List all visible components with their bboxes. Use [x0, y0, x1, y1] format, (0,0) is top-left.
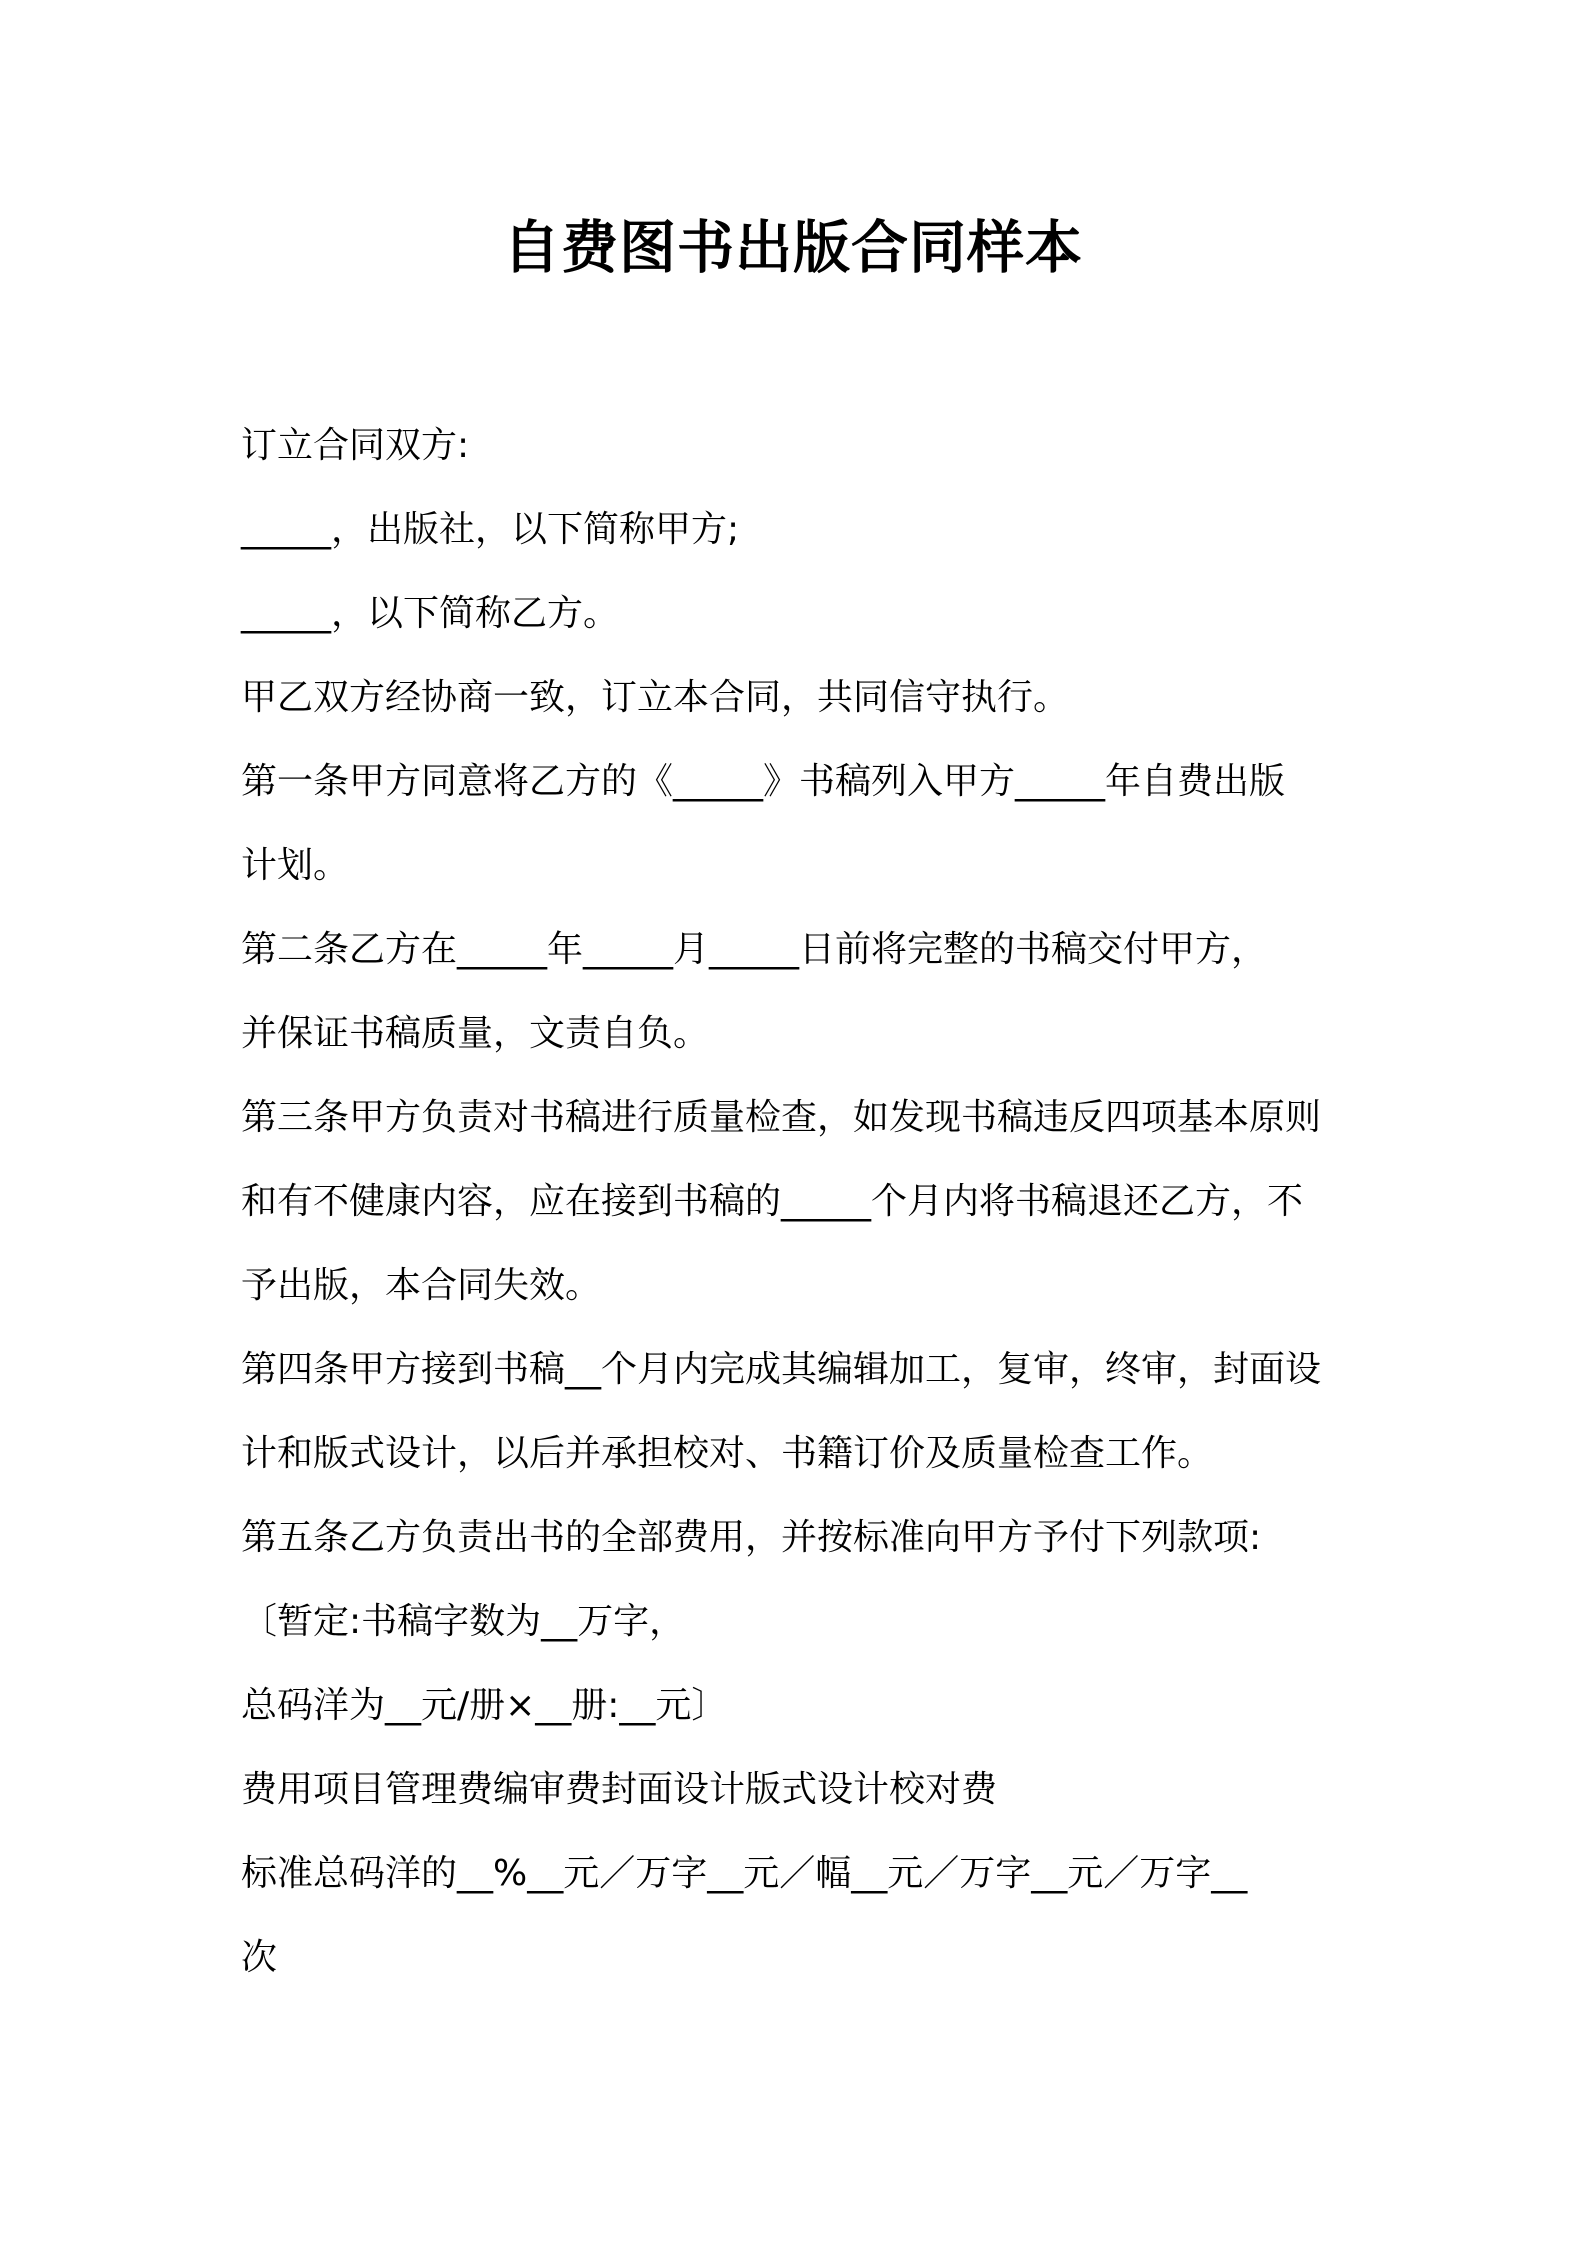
- article-3-line-1: 第三条甲方负责对书稿进行质量检查，如发现书稿违反四项基本原则: [241, 1097, 1322, 1138]
- fee-items-line: 费用项目管理费编审费封面设计版式设计校对费: [241, 1769, 998, 1810]
- article-4-line-2: 计和版式设计，以后并承担校对、书籍订价及质量检查工作。: [241, 1433, 1214, 1474]
- agreement-intro: 甲乙双方经协商一致，订立本合同，共同信守执行。: [241, 677, 1070, 718]
- document-body: [241, 404, 1361, 2000]
- party-a-line: _____，出版社，以下简称甲方;: [241, 509, 740, 550]
- document-title: 自费图书出版合同样本: [503, 215, 1083, 281]
- article-3-line-3: 予出版，本合同失效。: [241, 1265, 602, 1306]
- article-5-estimate-line: 〔暂定:书稿字数为__万字，: [241, 1601, 686, 1642]
- article-5-total-line: 总码洋为__元/册×__册:__元〕: [241, 1685, 728, 1726]
- parties-heading: 订立合同双方:: [241, 425, 470, 466]
- article-2-line-1: 第二条乙方在_____年_____月_____日前将完整的书稿交付甲方，: [241, 929, 1268, 970]
- fee-standard-line: 标准总码洋的__%__元／万字__元／幅__元／万字__元／万字__: [241, 1853, 1248, 1894]
- party-b-line: _____，以下简称乙方。: [241, 593, 620, 634]
- article-4-line-1: 第四条甲方接到书稿__个月内完成其编辑加工，复审，终审，封面设: [241, 1349, 1322, 1390]
- article-2-line-2: 并保证书稿质量，文责自负。: [241, 1013, 710, 1054]
- fee-standard-line-cont: 次: [241, 1937, 278, 1978]
- article-5-line-1: 第五条乙方负责出书的全部费用，并按标准向甲方予付下列款项:: [241, 1517, 1262, 1558]
- article-1-line-2: 计划。: [241, 845, 350, 886]
- article-1-line-1: 第一条甲方同意将乙方的《_____》书稿列入甲方_____年自费出版: [241, 761, 1286, 802]
- article-3-line-2: 和有不健康内容，应在接到书稿的_____个月内将书稿退还乙方，不: [241, 1181, 1304, 1222]
